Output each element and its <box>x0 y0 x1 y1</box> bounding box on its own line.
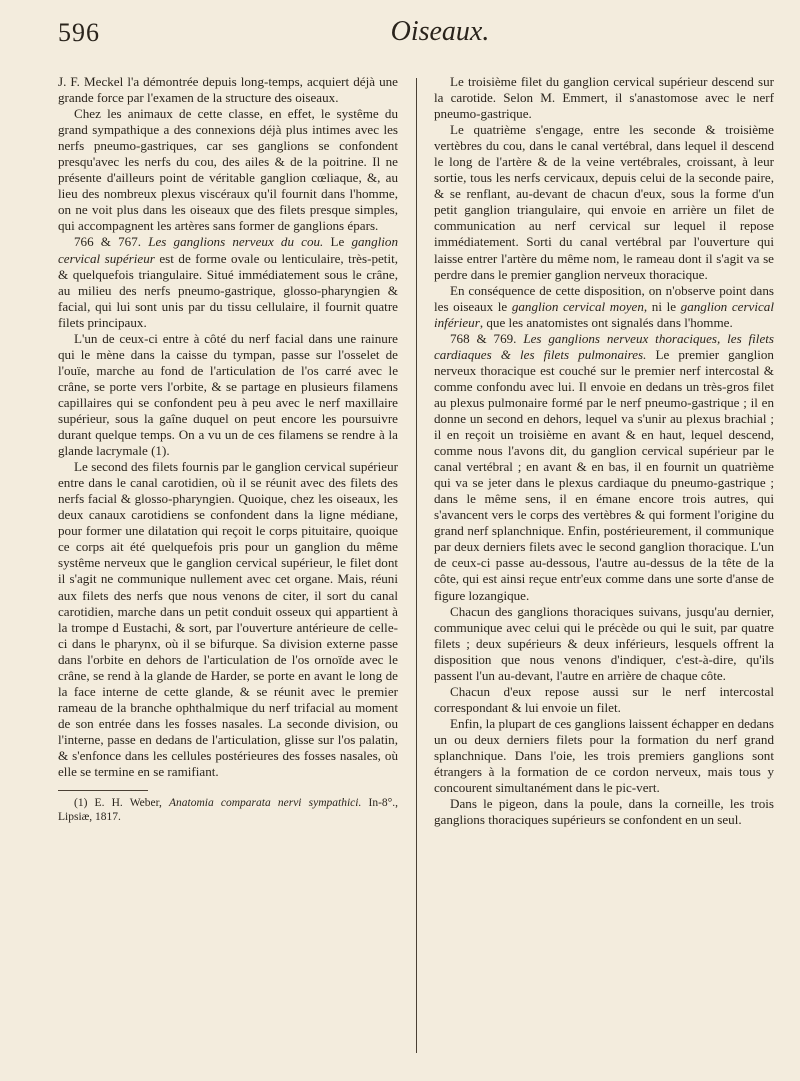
paragraph: Chacun des ganglions thoraciques suivans, jusqu'au dernier, communique avec celui qui le précède ou qui le suit, par quatre filets ; deux supérieurs & deux inférieurs, lesquels offrent la disposition que nous venons d'indiquer, c'est-à-dire, qu'ils passent l'un au-devant, l'autre en arrière de chaque côte. <box>434 603 774 683</box>
term: ganglion cervical inférieur <box>434 298 774 330</box>
term: ganglion cervical moyen <box>511 298 644 314</box>
page-header <box>0 8 800 58</box>
term: ganglion cervical supérieur <box>58 234 398 266</box>
text-columns <box>58 74 774 1064</box>
section-number: 768 & 769. <box>450 330 517 346</box>
column-divider <box>416 78 417 1053</box>
section-paragraph-768: 768 & 769. Les ganglions nerveux thoraciques, les filets cardiaques & les filets pulmonaires. Le premier ganglion nerveux thoracique est couché sur le premier nerf intercostal & comme confondu avec lui. Il envoie en dedans un très-gros filet au plexus pulmonaire formé par le nerf pneumo-gastrique ; il en donne un second en dehors, lequel va s'unir au plexus brachial ; il en reçoit un troisième en avant & en haut, lequel descend, comme nous l'avons dit, du ganglion cervical supérieur par le canal vertébral ; en avant & en bas, il en fournit un quatrième qui va se jeter dans le plexus cardiaque du pneumo-gastrique ; dans le même sens, il en émane encore trois autres, qui s'avancent vers le corps des vertèbres & qui forment l'origine du grand nerf splanchnique. Enfin, postérieurement, il communique par deux derniers filets avec le second ganglion thoracique. L'un de ceux-ci passe au-dessous, l'autre au-dessus de la tête de la côte, qui est ainsi reçue entr'eux comme dans une sorte d'anse de figure lozangique. <box>434 330 774 603</box>
section-paragraph-766: 766 & 767. Les ganglions nerveux du cou. Le ganglion cervical supérieur est de forme ovale ou lenticulaire, très-petit, & quelquefois triangulaire. Situé immédiatement sous le crâne, au milieu des nerfs pneumo-gastrique, glosso-pharyngien & facial, qui lui sont unis par du tissu cellulaire, il fournit quatre filets principaux. <box>58 234 398 330</box>
right-column <box>434 74 774 828</box>
paragraph: Le quatrième s'engage, entre les seconde & troisième vertèbres du cou, dans le canal vertébral, dans lequel il descend le long de l'artère & de la veine vertébrales, croissant, à leur sortie, tous les nerfs cervicaux, depuis celui de la seconde paire, & se renflant, au-devant de chacun d'eux, sous la forme d'un petit ganglion triangulaire, qui envoie en arrière un filet de communication au nerf cervical sur lequel il repose immédiatement. Sorti du canal vertébral par l'ouverture qui laisse entrer l'artère du même nom, le rameau dont il s'agit va se perdre dans le premier ganglion nerveux thoracique. <box>434 122 774 282</box>
paragraph: Le troisième filet du ganglion cervical supérieur descend sur la carotide. Selon M. Emmert, il s'anastomose avec le nerf pneumo-gastrique. <box>434 74 774 122</box>
paragraph: Chez les animaux de cette classe, en effet, le systême du grand sympathique a des connexions déjà plus intimes avec les nerfs pneumo-gastriques, car ses ganglions se confondent presqu'avec les nerfs du cou, des ailes & de la poitrine. Il ne présente d'ailleurs point de véritable ganglion cœliaque, &, au lieu des nombreux plexus viscéraux qu'il fournit dans l'homme, on ne voit plus dans les oiseaux que des filets presque simples, qui accompagnent les artères sans former de ganglions épars. <box>58 106 398 234</box>
running-title: Oiseaux. <box>390 16 490 47</box>
footnote-rule <box>58 790 148 791</box>
paragraph: Enfin, la plupart de ces ganglions laissent échapper en dedans un ou deux derniers filets pour la formation du nerf grand splanchnique. Dans l'oie, les trois premiers ganglions sont étrangers à la formation de ce cordon nerveux, mais tous y concourent simultanément dans le pic-vert. <box>434 715 774 796</box>
paragraph: L'un de ceux-ci entre à côté du nerf facial dans une rainure qui le mène dans la caisse du tympan, passe sur l'osselet de l'ouïe, marche au fond de l'articulation de l'os carré avec le crâne, se porte vers l'orbite, & se partage en plusieurs filamens capillaires qui se confondent peu à peu avec le nerf maxillaire supérieur, sous la gaîne duquel on peut encore les poursuivre durant quelque temps. On a vu un de ces filamens se rendre à la glande lacrymale (1). <box>58 330 398 459</box>
paragraph: Dans le pigeon, dans la poule, dans la corneille, les trois ganglions thoraciques supérieurs se confondent en un seul. <box>434 796 774 828</box>
paragraph: J. F. Meckel l'a démontrée depuis long-temps, acquiert déjà une grande force par l'examen de la structure des oiseaux. <box>58 74 398 106</box>
paragraph: En conséquence de cette disposition, on n'observe point dans les oiseaux le ganglion cervical moyen, ni le ganglion cervical inférieur, que les anatomistes ont signalés dans l'homme. <box>434 282 774 330</box>
paragraph: Le second des filets fournis par le ganglion cervical supérieur entre dans le canal carotidien, où il se réunit avec des filets des nerfs facial & glosso-pharyngien. Quoique, chez les oiseaux, les deux canaux carotidiens se confondent dans la ligne médiane, pour former une dilatation qui reçoit le corps pituitaire, quoique ce corps ait été quelquefois pris pour un ganglion du même systême nerveux que le ganglion cervical supérieur, le filet dont il s'agit ne communique nullement avec cet organe. Mais, réuni aux filets des nerfs que nous venons de citer, il sort du canal carotidien, marche dans un petit conduit osseux qui appartient à la trompe d Eustachi, & sort, par l'ouverture antérieure de celle-ci dans le pharynx, où il se bifurque. Sa division externe passe dans l'orbite en dehors de l'articulation de l'os ornoïde avec le crâne, se rend à la glande de Harder, se porte en avant le long de la face interne de cette glande, & se réunit avec le premier rameau de la branche ophthalmique du nerf trifacial au moment de son entrée dans les fosses nasales. La seconde division, ou l'interne, passe en dedans de l'articulation, glisse sur l'os palatin, & s'enfonce dans les cellules postérieures des fosses nasales, où elle se termine en se ramifiant. <box>58 459 398 780</box>
left-column <box>58 74 398 824</box>
section-heading: Les ganglions nerveux du cou. <box>148 234 324 250</box>
section-heading: Les ganglions nerveux thoraciques, les filets cardiaques & les filets pulmonaires. <box>434 330 774 362</box>
footnote-title: Anatomia comparata nervi sympathici. <box>169 797 362 810</box>
footnote: (1) E. H. Weber, Anatomia comparata nervi sympathici. In-8°., Lipsiæ, 1817. <box>58 797 399 824</box>
section-number: 766 & 767. <box>74 234 142 250</box>
page-number: 596 <box>58 18 100 47</box>
paragraph: Chacun d'eux repose aussi sur le nerf intercostal correspondant & lui envoie un filet. <box>434 683 774 715</box>
